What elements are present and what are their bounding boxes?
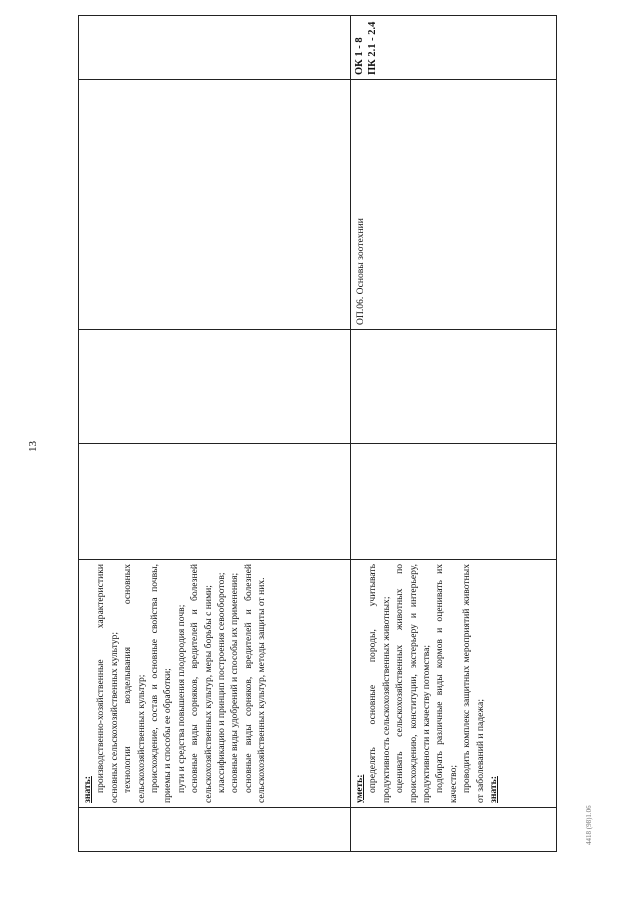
- table-row: [79, 16, 351, 852]
- blank-cell: [351, 330, 557, 444]
- blank-cell: [79, 808, 351, 852]
- professional-competency-code: ПК 2.1 - 2.4: [367, 21, 378, 75]
- page-number: 13: [27, 441, 39, 452]
- section-heading: знать:: [488, 776, 500, 803]
- general-competency-code: ОК 1 - 8: [354, 37, 365, 75]
- blank-cell: [351, 808, 557, 852]
- list-item: определять основные породы, учитывать продуктивность сельскохозяйственных животных;: [367, 564, 392, 803]
- competency-table: [78, 15, 557, 852]
- list-item: основные виды сорняков, вредителей и болезней сельскохозяйственных культур, методы защиты от них.: [242, 564, 268, 803]
- list-item: проводить комплекс защитных мероприятий животных от заболеваний и падежа;: [461, 564, 486, 803]
- blank-cell: [79, 330, 351, 444]
- section-heading: уметь:: [354, 774, 365, 803]
- list-item: пути и средства повышения плодородия почв;: [175, 604, 187, 793]
- list-item: основные виды сорняков, вредителей и болезней сельскохозяйственных культур, меры борьбы с ними;: [189, 564, 214, 803]
- archive-code: 4418 (98)1.06: [585, 805, 593, 845]
- section-heading: знать:: [82, 776, 93, 803]
- discipline-cell: [79, 80, 351, 330]
- blank-cell: [79, 444, 351, 560]
- list-item: производственно-хозяйственные характеристики основных сельскохозяйственных культур;: [95, 564, 120, 803]
- discipline-cell: ОП.06. Основы зоотехнии: [351, 80, 557, 330]
- competency-cell: [79, 16, 351, 80]
- list-item: происхождение, состав и основные свойства почвы, приемы и способы ее обработки;: [149, 564, 174, 803]
- blank-cell: [351, 444, 557, 560]
- list-item: технологии возделывания основных сельскохозяйственных культур;: [122, 564, 147, 803]
- table-row: [351, 16, 557, 852]
- competency-cell: [351, 16, 557, 80]
- list-item: классификацию и принцип построения севооборотов;: [216, 572, 228, 793]
- list-item: основные виды удобрений и способы их применения;: [229, 572, 241, 793]
- knowledge-cell: [79, 560, 351, 808]
- rotated-table-frame: [78, 16, 556, 852]
- list-item: подбирать различные виды кормов и оценивать их качество;: [434, 564, 459, 803]
- skills-cell: [351, 560, 557, 808]
- list-item: оценивать сельскохозяйственных животных по происхождению, конституции, экстерьеру и интерьеру, продуктивности и качеству потомства;: [394, 564, 433, 803]
